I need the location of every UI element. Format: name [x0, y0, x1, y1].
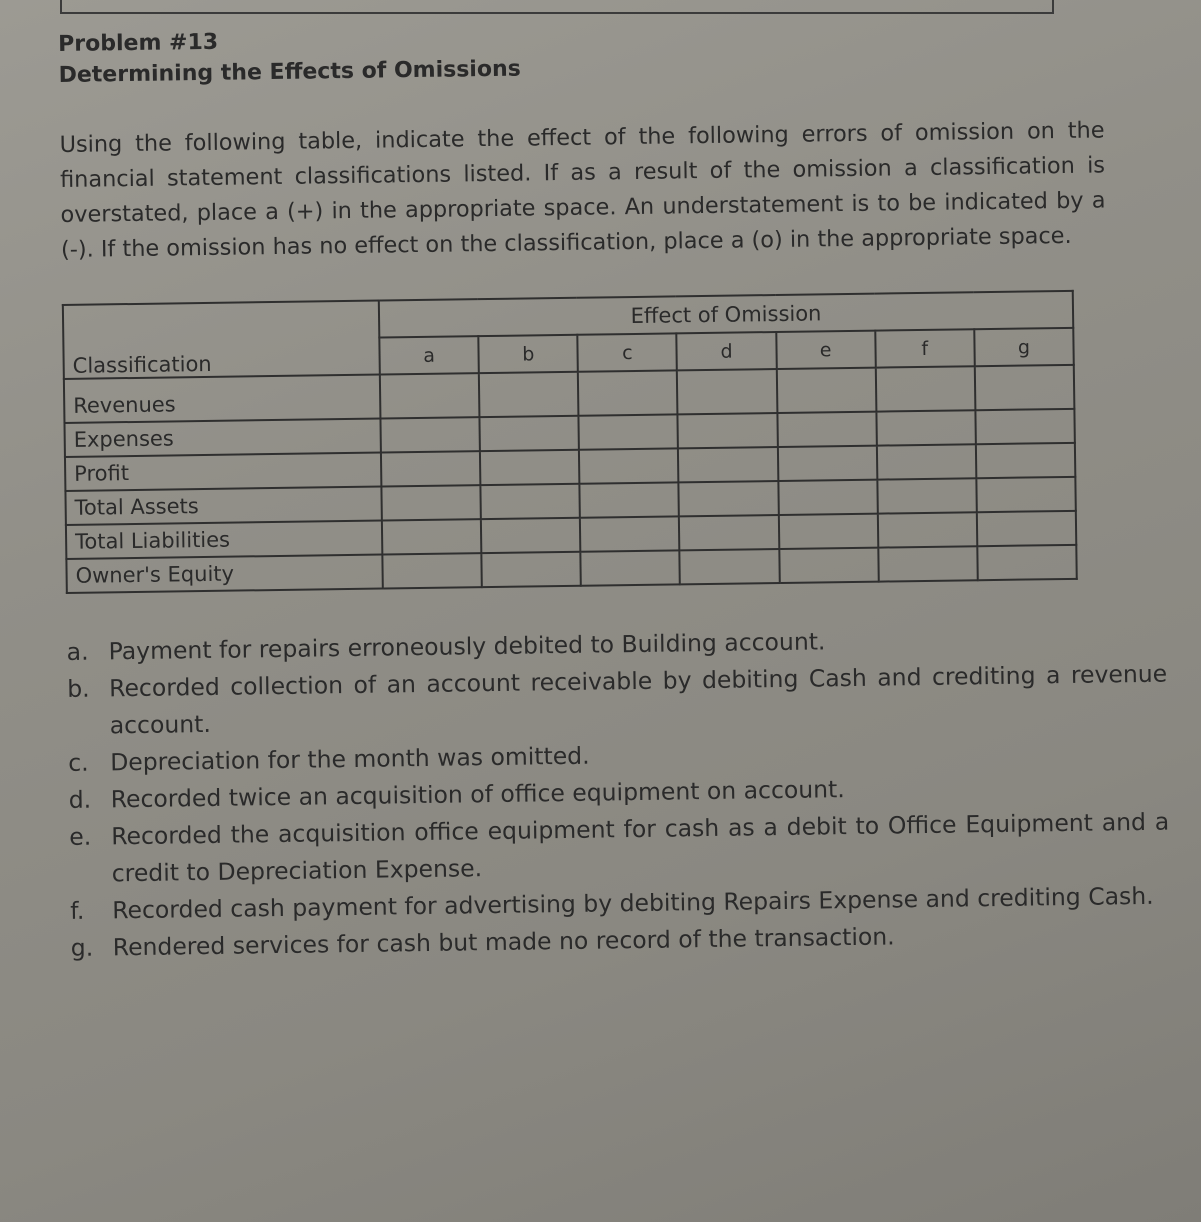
row-label-total-liabilities: Total Liabilities [66, 521, 382, 559]
answer-cell-total-liabilities-c[interactable] [580, 516, 680, 551]
item-letter: a. [66, 637, 89, 666]
answer-cell-revenues-a[interactable] [380, 373, 480, 418]
answer-cell-expenses-d[interactable] [678, 413, 778, 448]
answer-cell-revenues-c[interactable] [578, 370, 678, 415]
row-label-expenses: Expenses [64, 419, 380, 457]
worksheet-content [58, 15, 1181, 967]
answer-cell-expenses-e[interactable] [777, 412, 877, 447]
answer-cell-profit-e[interactable] [777, 446, 877, 481]
problem-title: Determining the Effects of Omissions [58, 56, 521, 88]
item-letter: b. [67, 674, 90, 703]
answer-cell-total-assets-c[interactable] [580, 482, 680, 517]
omission-items-list [66, 619, 1171, 967]
column-header-b: b [478, 335, 578, 373]
row-label-total-assets: Total Assets [65, 487, 381, 525]
answer-cell-profit-c[interactable] [579, 448, 679, 483]
item-letter: g. [70, 933, 94, 962]
answer-cell-total-liabilities-e[interactable] [778, 514, 878, 549]
row-label-owners-equity: Owner's Equity [66, 555, 382, 593]
answer-cell-total-assets-a[interactable] [381, 485, 481, 520]
effect-of-omission-table [62, 290, 1078, 594]
table-body [64, 365, 1077, 593]
answer-cell-total-liabilities-f[interactable] [878, 512, 978, 547]
answer-cell-owners-equity-c[interactable] [581, 550, 681, 585]
item-letter: e. [69, 822, 92, 851]
answer-cell-expenses-c[interactable] [579, 414, 679, 449]
answer-cell-revenues-g[interactable] [975, 365, 1075, 410]
answer-cell-revenues-e[interactable] [776, 368, 876, 413]
item-text: Rendered services for cash but made no record of the transaction. [112, 922, 895, 962]
item-text: Recorded collection of an account receivable by debiting Cash and crediting a revenue account. [109, 659, 1168, 740]
column-header-g: g [974, 328, 1074, 366]
answer-cell-total-assets-f[interactable] [877, 478, 977, 513]
answer-cell-total-assets-g[interactable] [976, 477, 1076, 512]
item-letter: f. [70, 896, 85, 925]
answer-cell-total-liabilities-d[interactable] [679, 515, 779, 550]
answer-cell-total-assets-d[interactable] [679, 481, 779, 516]
row-label-profit: Profit [65, 453, 381, 491]
item-text: Recorded the acquisition office equipment for cash as a debit to Office Equipment and a credit to Depreciation Expense. [111, 807, 1170, 888]
answer-cell-profit-a[interactable] [381, 451, 481, 486]
problem-number: Problem #13 [58, 29, 219, 57]
answer-cell-expenses-f[interactable] [876, 410, 976, 445]
item-letter: c. [68, 748, 89, 777]
answer-cell-total-assets-b[interactable] [481, 484, 581, 519]
item-text: Payment for repairs erroneously debited to Building account. [108, 627, 826, 666]
item-text: Depreciation for the month was omitted. [110, 741, 590, 777]
column-header-a: a [379, 336, 479, 374]
answer-cell-owners-equity-g[interactable] [977, 545, 1077, 580]
answer-cell-owners-equity-d[interactable] [680, 549, 780, 584]
answer-cell-owners-equity-a[interactable] [382, 553, 482, 588]
answer-cell-revenues-f[interactable] [876, 366, 976, 411]
item-letter: d. [68, 785, 92, 814]
instructions-paragraph: Using the following table, indicate the effect of the following errors of omission on the financial statement classifications listed. If as a result of the omission a classification is overstated, place a (+) in the appropriate space. An understatement is to be indicated by a (-). If the omission has no effect on the classification, place a (o) in the appropriate space. [59, 117, 1106, 263]
answer-cell-total-assets-e[interactable] [778, 480, 878, 515]
answer-cell-revenues-b[interactable] [479, 372, 579, 417]
answer-cell-revenues-d[interactable] [677, 369, 777, 414]
answer-cell-expenses-a[interactable] [380, 417, 480, 452]
column-header-c: c [578, 333, 678, 371]
answer-cell-profit-b[interactable] [480, 450, 580, 485]
item-text: Recorded cash payment for advertising by debiting Repairs Expense and crediting Cash. [112, 881, 1154, 925]
top-border-line [60, 0, 1054, 14]
answer-cell-profit-d[interactable] [678, 447, 778, 482]
answer-cell-expenses-g[interactable] [975, 409, 1075, 444]
answer-cell-owners-equity-b[interactable] [482, 552, 582, 587]
column-header-d: d [677, 332, 777, 370]
answer-cell-profit-f[interactable] [877, 444, 977, 479]
row-label-revenues: Revenues [64, 375, 381, 423]
answer-cell-total-liabilities-a[interactable] [382, 519, 482, 554]
answer-cell-owners-equity-e[interactable] [779, 548, 879, 583]
answer-cell-profit-g[interactable] [976, 443, 1076, 478]
answer-cell-total-liabilities-g[interactable] [977, 511, 1077, 546]
column-header-f: f [875, 329, 975, 367]
answer-cell-total-liabilities-b[interactable] [481, 518, 581, 553]
effect-of-omission-header: Effect of Omission [379, 291, 1073, 338]
answer-cell-expenses-b[interactable] [480, 416, 580, 451]
answer-cell-owners-equity-f[interactable] [878, 546, 978, 581]
classification-header: Classification [63, 301, 380, 379]
column-header-e: e [776, 331, 876, 369]
item-text: Recorded twice an acquisition of office equipment on account. [110, 775, 845, 814]
